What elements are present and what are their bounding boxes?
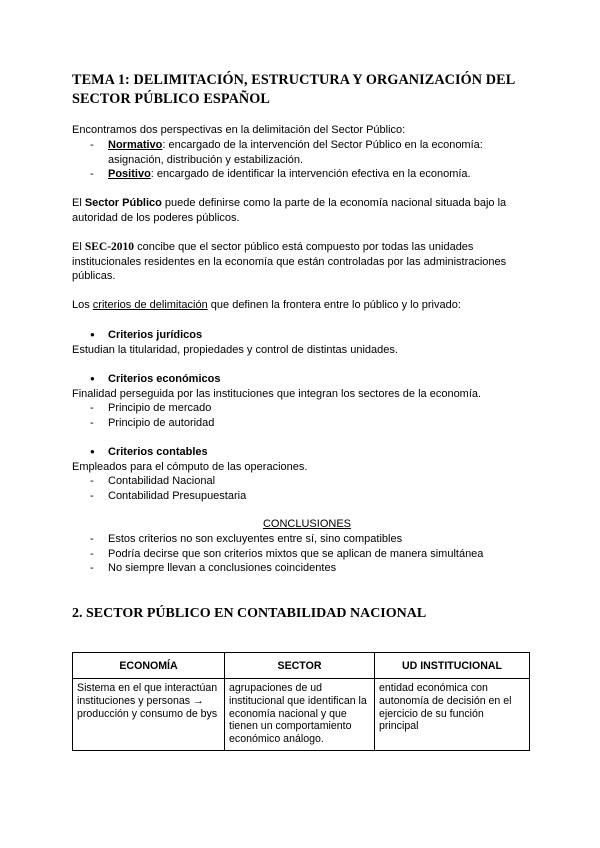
conclusiones-heading: CONCLUSIONES	[262, 518, 352, 530]
dash-marker: -	[90, 168, 94, 180]
table-header-cell: ECONOMÍA	[73, 653, 225, 679]
criterios-intro: Los criterios de delimitación que definen la frontera entre lo público y lo privado:	[72, 299, 461, 311]
document-title: TEMA 1: DELIMITACIÓN, ESTRUCTURA Y ORGANIZACIÓN DEL SECTOR PÚBLICO ESPAÑOL	[72, 72, 515, 107]
bullet-icon: ●	[90, 447, 95, 456]
criterio-desc: Finalidad perseguida por las instituciones que integran los sectores de la economía.	[72, 387, 482, 400]
dash-marker: -	[90, 475, 94, 487]
normativo-line: Normativo: encargado de la intervención del Sector Público en la economía:	[108, 139, 483, 151]
dash-marker: -	[90, 402, 94, 414]
list-item: No siempre llevan a conclusiones coincidentes	[108, 562, 337, 574]
list-item: Estos criterios no son excluyentes entre sí, sino compatibles	[108, 533, 403, 545]
positivo-line: Positivo: encargado de identificar la intervención efectiva en la economía.	[108, 168, 471, 180]
definitions-table	[72, 652, 530, 751]
dash-marker: -	[90, 139, 94, 151]
bullet-icon: ●	[90, 374, 95, 383]
section-heading: 2. SECTOR PÚBLICO EN CONTABILIDAD NACIONAL	[72, 606, 427, 621]
table-cell: entidad económica con autonomía de decisión en el ejercicio de su función principal	[375, 679, 530, 751]
intro-text: Encontramos dos perspectivas en la delimitación del Sector Público:	[72, 124, 406, 136]
list-item: Contabilidad Nacional	[108, 475, 216, 487]
bullet-icon: ●	[90, 330, 95, 339]
normativo-term: Normativo	[108, 139, 163, 151]
list-item: Principio de autoridad	[108, 416, 215, 429]
table-cell: Sistema en el que interactúan instituciones y personas → producción y consumo de bys	[73, 679, 225, 751]
dash-marker: -	[90, 547, 94, 560]
criterio-desc: Empleados para el cómputo de las operaciones.	[72, 460, 308, 473]
list-item: Contabilidad Presupuestaria	[108, 489, 247, 502]
criterios-link-text: criterios de delimitación	[92, 299, 208, 311]
criterio-heading: Criterios jurídicos	[108, 329, 203, 341]
criterio-heading: Criterios contables	[108, 446, 208, 458]
positivo-term: Positivo	[108, 168, 151, 180]
dash-marker: -	[90, 416, 94, 429]
sector-publico-paragraph-line1: El Sector Público puede definirse como la parte de la economía nacional situada bajo la	[72, 197, 507, 209]
list-item: Principio de mercado	[108, 402, 212, 414]
table-row	[73, 679, 530, 751]
criterio-heading: Criterios económicos	[108, 373, 221, 385]
table-header-cell: UD INSTITUCIONAL	[375, 653, 530, 679]
criterio-desc: Estudian la titularidad, propiedades y control de distintas unidades.	[72, 344, 398, 356]
sec2010-paragraph-line1: El SEC-2010 concibe que el sector público está compuesto por todas las unidades	[72, 241, 474, 253]
dash-marker: -	[90, 533, 94, 545]
dash-marker: -	[90, 489, 94, 502]
sec2010-paragraph-line3: públicas.	[72, 270, 116, 282]
table-header-row	[73, 653, 530, 679]
table-cell: agrupaciones de ud institucional que identifican la economía nacional y que tienen un comportamiento económico análogo.	[225, 679, 375, 751]
sec2010-paragraph-line2: institucionales residentes en la economía que están controladas por las administraciones	[72, 255, 507, 268]
table-header-cell: SECTOR	[225, 653, 375, 679]
sector-publico-paragraph-line2: autoridad de los poderes públicos.	[72, 211, 240, 224]
dash-marker: -	[90, 562, 94, 574]
normativo-line2: asignación, distribución y estabilización.	[108, 153, 304, 166]
list-item: Podría decirse que son criterios mixtos que se aplican de manera simultánea	[108, 547, 484, 560]
